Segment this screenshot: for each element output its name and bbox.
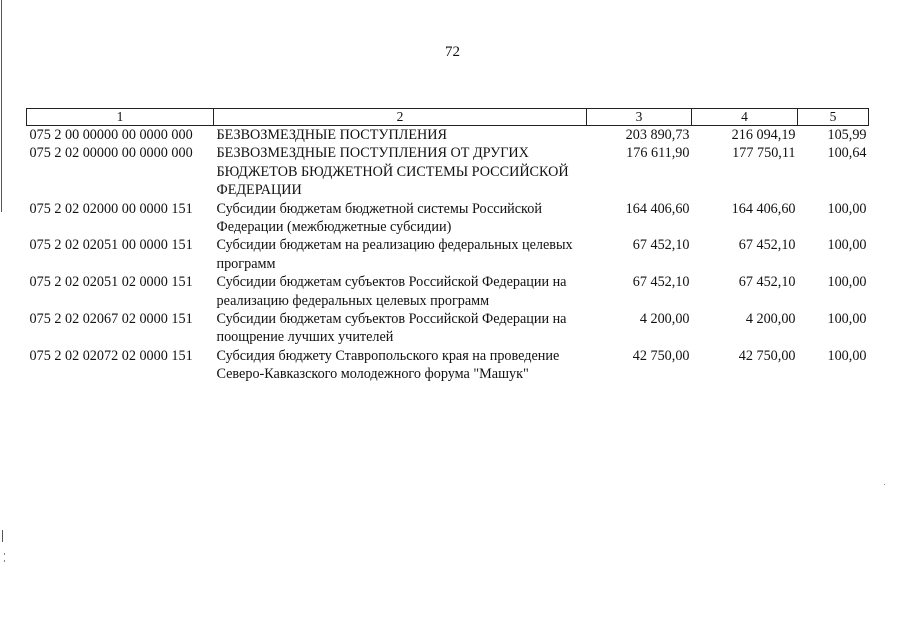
value-col3: 67 452,10 [632, 274, 690, 291]
scan-edge-line [1, 0, 2, 212]
value-col3: 164 406,60 [625, 200, 690, 217]
column-header-1: 1 [27, 109, 214, 126]
scan-edge-tick [2, 530, 3, 542]
value-col4: 67 452,10 [738, 237, 796, 254]
budget-code: 075 2 02 02072 02 0000 151 [29, 347, 193, 364]
table-row [27, 200, 869, 237]
table-header-row [27, 109, 869, 126]
scan-speck [4, 560, 5, 562]
item-name: Субсидии бюджетам субъектов Российской Федерации на поощрение лучших учителей [216, 311, 567, 346]
table-row [27, 347, 869, 384]
table-row [27, 310, 869, 347]
budget-code: 075 2 02 02051 02 0000 151 [29, 274, 193, 291]
value-col4: 164 406,60 [731, 200, 796, 217]
item-name: БЕЗВОЗМЕЗДНЫЕ ПОСТУПЛЕНИЯ [216, 127, 447, 143]
budget-table [26, 108, 869, 384]
table-row [27, 236, 869, 273]
value-col5: 100,00 [827, 200, 867, 217]
value-col4: 67 452,10 [738, 274, 796, 291]
budget-code: 075 2 02 02000 00 0000 151 [29, 200, 193, 217]
budget-code: 075 2 00 00000 00 0000 000 [29, 127, 193, 143]
scan-speck [4, 553, 5, 555]
value-col5: 100,64 [827, 145, 867, 162]
item-name: Субсидии бюджетам субъектов Российской Федерации на реализацию федеральных целевых программ [216, 274, 567, 309]
value-col3: 203 890,73 [625, 127, 690, 143]
value-col5: 100,00 [827, 274, 867, 291]
value-col4: 216 094,19 [731, 127, 796, 143]
column-header-5: 5 [798, 109, 869, 126]
item-name: Субсидия бюджету Ставропольского края на проведение Северо-Кавказского молодежного форума "Машук" [216, 347, 560, 383]
column-header-3: 3 [587, 109, 692, 126]
table-row [27, 144, 869, 199]
column-header-4: 4 [692, 109, 798, 126]
value-col5: 100,00 [827, 237, 867, 254]
column-header-2: 2 [214, 109, 587, 126]
value-col3: 67 452,10 [632, 237, 690, 254]
value-col4: 177 750,11 [732, 145, 796, 162]
item-name: Субсидии бюджетам на реализацию федеральных целевых программ [216, 237, 573, 272]
value-col4: 42 750,00 [738, 347, 796, 364]
item-name: БЕЗВОЗМЕЗДНЫЕ ПОСТУПЛЕНИЯ ОТ ДРУГИХ БЮДЖЕТОВ БЮДЖЕТНОЙ СИСТЕМЫ РОССИЙСКОЙ ФЕДЕРАЦИИ [216, 145, 569, 199]
budget-code: 075 2 02 00000 00 0000 000 [29, 145, 193, 162]
table-row [27, 126, 869, 145]
item-name: Субсидии бюджетам бюджетной системы Российской Федерации (межбюджетные субсидии) [216, 200, 542, 236]
value-col5: 105,99 [827, 127, 867, 143]
value-col5: 100,00 [827, 347, 867, 364]
page-number: 72 [445, 44, 460, 60]
scan-speck [884, 484, 885, 485]
value-col4: 4 200,00 [745, 311, 796, 328]
budget-code: 075 2 02 02051 00 0000 151 [29, 237, 193, 254]
table-row [27, 273, 869, 310]
value-col3: 42 750,00 [632, 347, 690, 364]
value-col5: 100,00 [827, 311, 867, 328]
budget-code: 075 2 02 02067 02 0000 151 [29, 311, 193, 328]
value-col3: 176 611,90 [626, 145, 690, 162]
value-col3: 4 200,00 [639, 311, 690, 328]
